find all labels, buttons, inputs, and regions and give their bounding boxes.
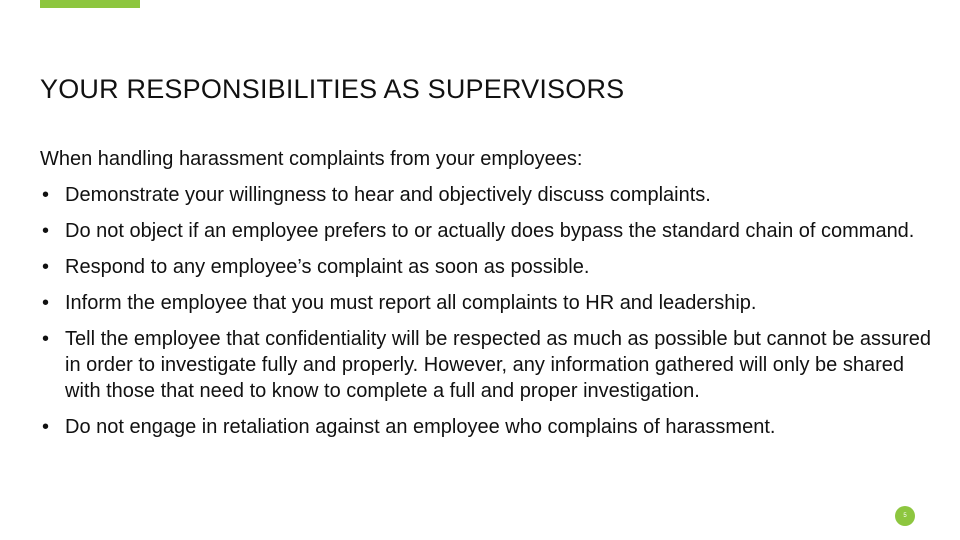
bullet-text: Do not object if an employee prefers to or actually does bypass the standard chain of command. (65, 220, 915, 242)
list-item (40, 326, 940, 404)
slide-title: YOUR RESPONSIBILITIES AS SUPERVISORS (40, 74, 625, 104)
bullet-text: Inform the employee that you must report all complaints to HR and leadership. (65, 292, 757, 314)
bullet-icon: • (42, 220, 50, 242)
bullet-list (40, 182, 940, 440)
list-item (40, 218, 940, 244)
bullet-text: Demonstrate your willingness to hear and objectively discuss complaints. (65, 184, 711, 206)
slide-body (40, 146, 940, 450)
bullet-icon: • (42, 328, 50, 350)
accent-bar (40, 0, 140, 8)
bullet-text: Tell the employee that confidentiality will be respected as much as possible but cannot be assured in order to investigate fully and properly. However, any information gathered will only be shared with those that need to know to complete a full and proper investigation. (65, 328, 932, 402)
list-item (40, 254, 940, 280)
list-item (40, 182, 940, 208)
intro-text: When handling harassment complaints from your employees: (40, 148, 583, 170)
bullet-icon: • (42, 256, 50, 278)
page-number-badge: 5 (895, 506, 915, 526)
bullet-icon: • (42, 416, 50, 438)
list-item (40, 290, 940, 316)
bullet-text: Do not engage in retaliation against an employee who complains of harassment. (65, 416, 776, 438)
list-item (40, 414, 940, 440)
bullet-text: Respond to any employee’s complaint as soon as possible. (65, 256, 590, 278)
bullet-icon: • (42, 184, 50, 206)
bullet-icon: • (42, 292, 50, 314)
